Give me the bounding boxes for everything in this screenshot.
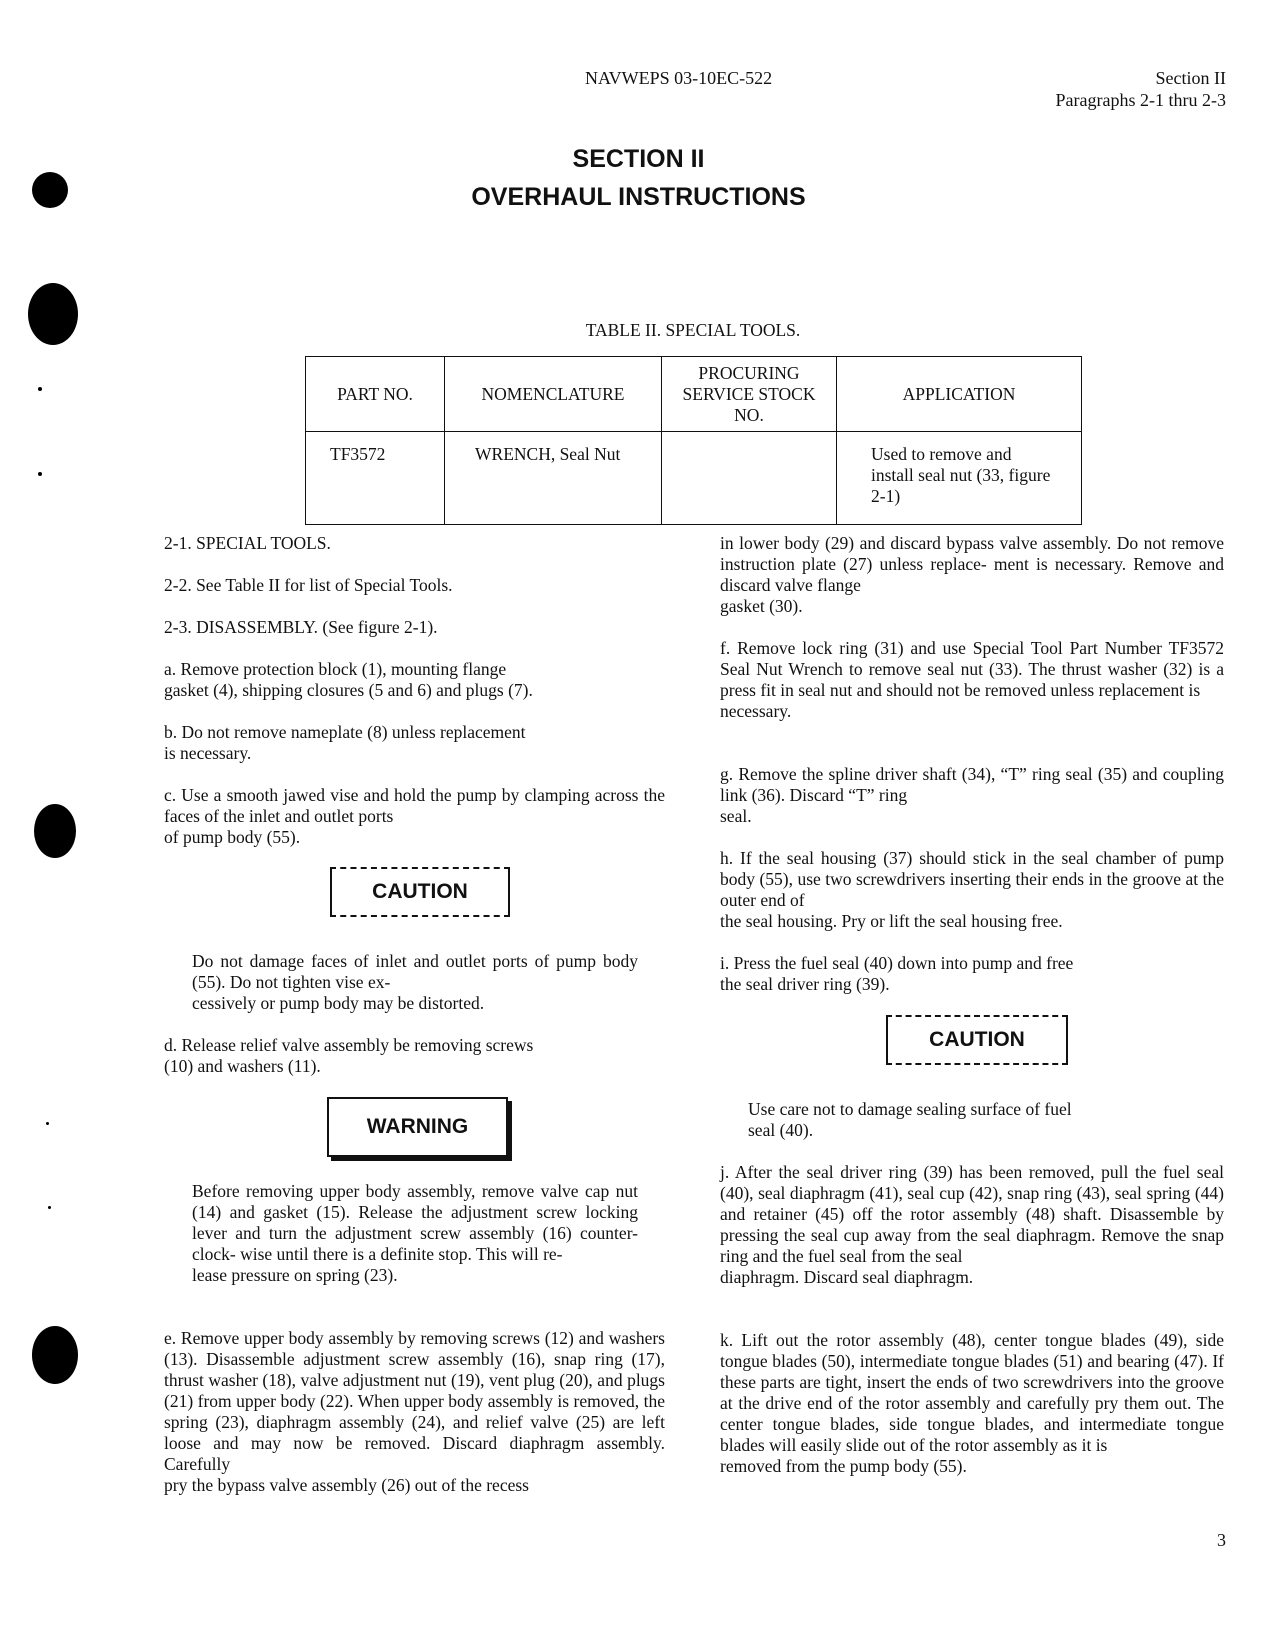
binder-hole [34, 804, 76, 858]
column-header: APPLICATION [837, 357, 1082, 432]
step-j: j. After the seal driver ring (39) has been removed, pull the fuel seal (40), seal diaphragm (41), seal cup (42), snap ring (43), seal spring (44) and retainer (45) off the rotor assembly (48) shaft. Disassemble by pressing the seal cup away from the seal diaphragm. Remove the snap ring and the fuel seal from the seal diaphragm. Discard seal diaphragm. [720, 1162, 1224, 1287]
table-header-row [306, 357, 1082, 432]
column-header: NOMENCLATURE [445, 357, 662, 432]
paragraph-2-3: 2-3. DISASSEMBLY. (See figure 2-1). [164, 617, 438, 637]
paragraph-2-2: 2-2. See Table II for list of Special Tools. [164, 575, 453, 595]
step-h: h. If the seal housing (37) should stick in the seal chamber of pump body (55), use two screwdrivers inserting their ends in the groove at the outer end of the seal housing. Pry or lift the seal housing free. [720, 848, 1224, 931]
column-header: PROCURING SERVICE STOCK NO. [662, 357, 837, 432]
table-cell [662, 432, 837, 525]
section-label: Section II [1155, 68, 1226, 88]
caution-box: CAUTION [330, 867, 510, 917]
scan-speck [46, 1122, 49, 1125]
caution-text: Do not damage faces of inlet and outlet ports of pump body (55). Do not tighten vise ex- cessively or pump body may be distorted. [192, 951, 638, 1013]
step-f: f. Remove lock ring (31) and use Special Tool Part Number TF3572 Seal Nut Wrench to remove seal nut (33). The thrust washer (32) is a press fit in seal nut and should not be removed unless replacement is necessary. [720, 638, 1224, 721]
step-e: e. Remove upper body assembly by removing screws (12) and washers (13). Disassemble adjustment screw assembly (16), snap ring (17), thrust washer (18), valve adjustment nut (19), vent plug (20), and plugs (21) from upper body (22). When upper body assembly is removed, the spring (23), diaphragm assembly (24), and relief valve (25) are left loose and may now be removed. Discard diaphragm assembly. Carefully pry the bypass valve assembly (26) out of the recess [164, 1328, 665, 1495]
scan-speck [38, 472, 42, 476]
scan-speck [38, 387, 42, 391]
column-header: PART NO. [306, 357, 445, 432]
step-e-continued: in lower body (29) and discard bypass valve assembly. Do not remove instruction plate (27) unless replace- ment is necessary. Remove and discard valve flange gasket (30). [720, 533, 1224, 616]
table-cell: WRENCH, Seal Nut [445, 432, 662, 525]
document-number: NAVWEPS 03-10EC-522 [585, 68, 773, 88]
table-cell: Used to remove and install seal nut (33, figure 2-1) [837, 432, 1082, 525]
table-cell: TF3572 [306, 432, 445, 525]
caution-box: CAUTION [886, 1015, 1068, 1065]
special-tools-table [305, 356, 1082, 525]
table-caption: TABLE II. SPECIAL TOOLS. [585, 320, 801, 340]
step-b: b. Do not remove nameplate (8) unless replacement is necessary. [164, 722, 526, 763]
scan-speck [48, 1206, 51, 1209]
section-title: SECTION II [572, 145, 705, 173]
section-subtitle: OVERHAUL INSTRUCTIONS [471, 183, 806, 211]
step-k: k. Lift out the rotor assembly (48), center tongue blades (49), side tongue blades (50), intermediate tongue blades (51) and bearing (47). If these parts are tight, insert the ends of two screwdrivers into the groove at the drive end of the rotor assembly and carefully pry them out. The center tongue blades, side tongue blades, and intermediate tongue blades will easily slide out of the rotor assembly as it is removed from the pump body (55). [720, 1330, 1224, 1476]
caution-text: Use care not to damage sealing surface of fuel seal (40). [748, 1099, 1072, 1140]
paragraph-2-1: 2-1. SPECIAL TOOLS. [164, 533, 331, 553]
step-i: i. Press the fuel seal (40) down into pump and free the seal driver ring (39). [720, 953, 1074, 994]
page-number: 3 [1217, 1530, 1226, 1550]
step-a: a. Remove protection block (1), mounting flange gasket (4), shipping closures (5 and 6) and plugs (7). [164, 659, 533, 700]
paragraph-range: Paragraphs 2-1 thru 2-3 [1055, 90, 1226, 110]
step-d: d. Release relief valve assembly be removing screws (10) and washers (11). [164, 1035, 534, 1076]
step-c: c. Use a smooth jawed vise and hold the pump by clamping across the faces of the inlet and outlet ports of pump body (55). [164, 785, 665, 847]
warning-text: Before removing upper body assembly, remove valve cap nut (14) and gasket (15). Release the adjustment screw locking lever and turn the adjustment screw assembly (16) counter-clock- wise until there is a definite stop. This will re- lease pressure on spring (23). [192, 1181, 638, 1285]
binder-hole [32, 1326, 78, 1384]
warning-box: WARNING [327, 1097, 508, 1157]
table-row [306, 432, 1082, 525]
step-g: g. Remove the spline driver shaft (34), “T” ring seal (35) and coupling link (36). Discard “T” ring seal. [720, 764, 1224, 826]
